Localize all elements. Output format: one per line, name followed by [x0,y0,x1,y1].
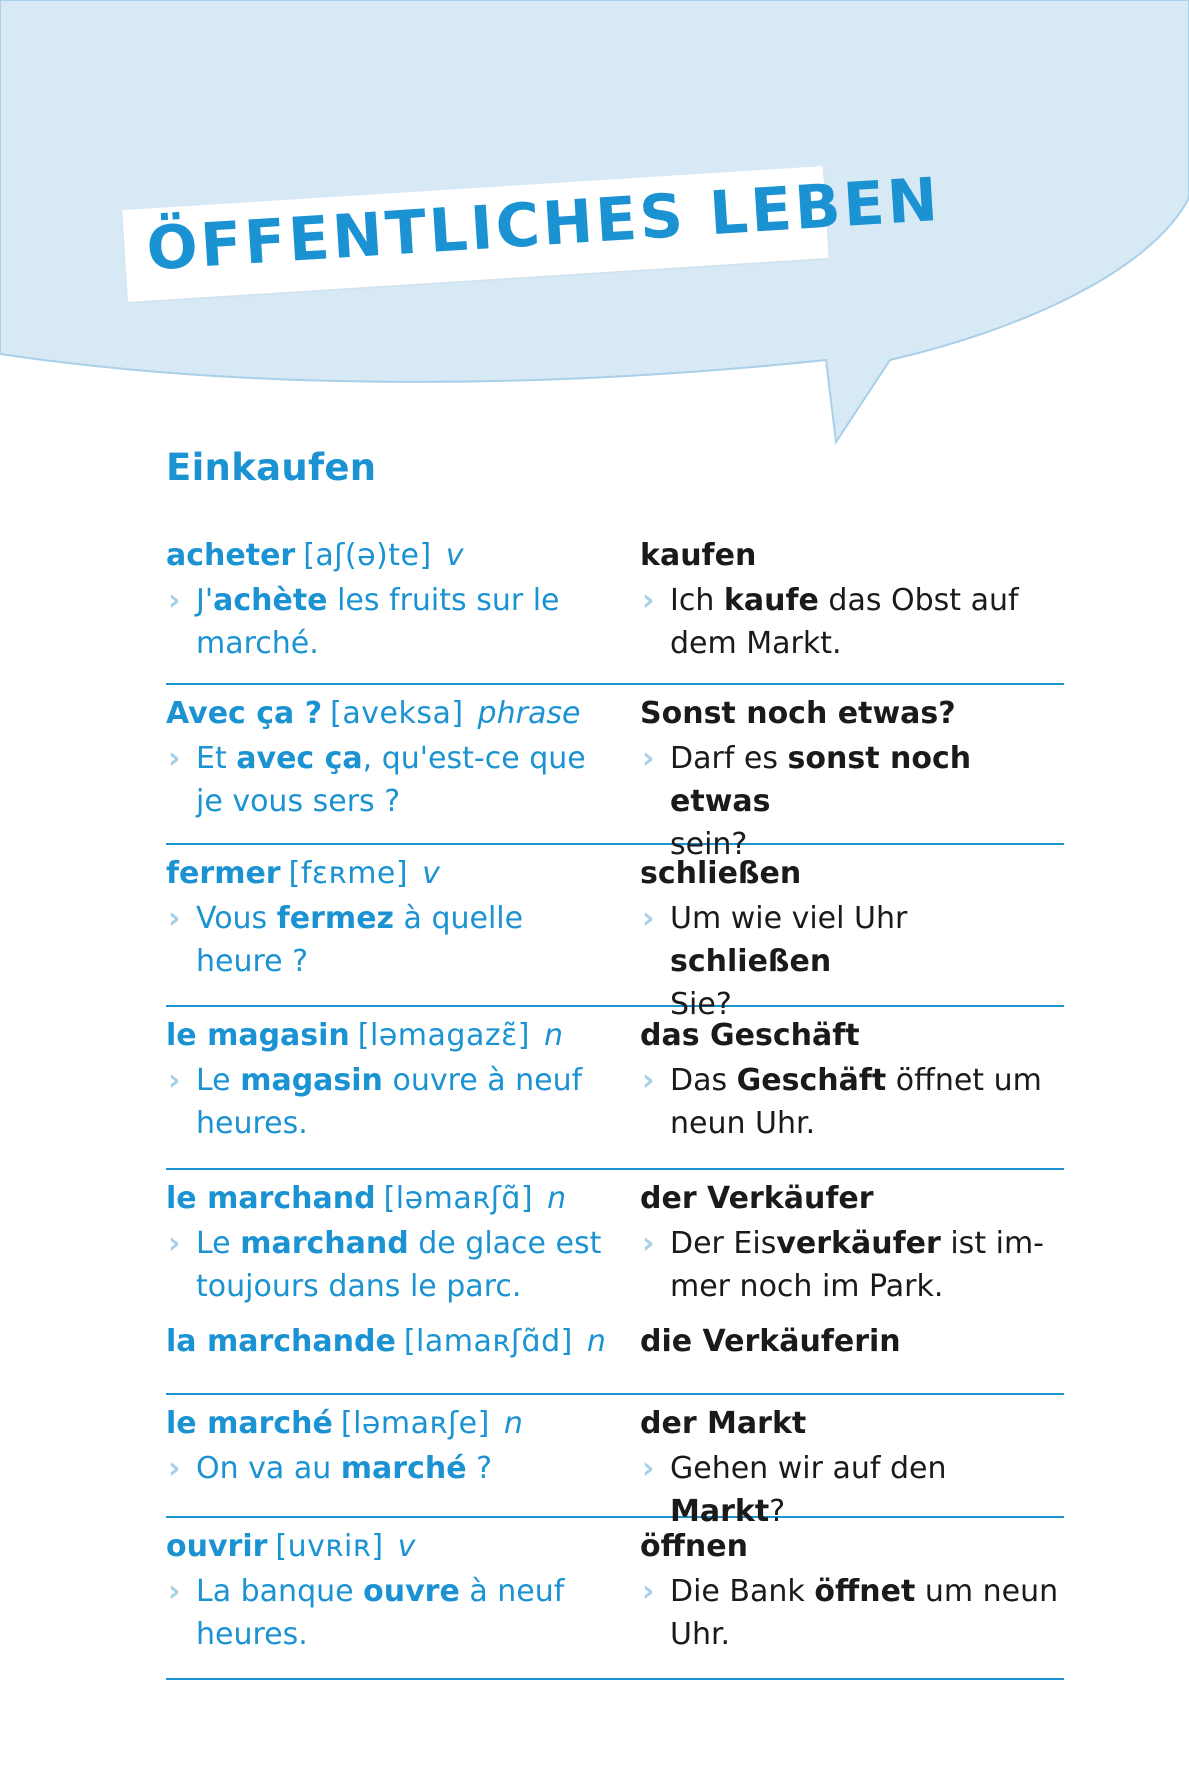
german-example: › Um wie viel Uhr schließen Sie? [640,897,1064,1026]
chevron-right-icon: › [168,901,181,936]
french-example: › Le magasin ouvre à neuf heures. [166,1059,640,1145]
german-headword: schließen [640,856,802,891]
pronunciation: [aʃ(ə)te] [303,538,432,573]
german-example: › Der Eisverkäufer ist im- mer noch im Park. [640,1222,1064,1308]
part-of-speech: n [586,1324,606,1359]
french-headword: le marchand [166,1181,376,1216]
chevron-right-icon: › [642,1063,655,1098]
pronunciation: [ləmaʀʃe] [340,1406,490,1441]
chevron-right-icon: › [642,901,655,936]
pronunciation: [fɛʀme] [288,856,409,891]
german-headword: kaufen [640,538,757,573]
vocab-entry-group [166,1170,1064,1395]
chevron-right-icon: › [642,583,655,618]
german-example: › Gehen wir auf den Markt? [640,1447,1064,1533]
chevron-right-icon: › [642,741,655,776]
pronunciation: [lamaʀʃɑ̃d] [403,1324,573,1359]
german-example: › Das Geschäft öffnet um neun Uhr. [640,1059,1064,1145]
chevron-right-icon: › [168,1063,181,1098]
french-example: › On va au marché ? [166,1447,640,1490]
german-column [640,1400,1064,1533]
french-column [166,1175,640,1308]
vocab-entry [166,1518,1064,1680]
french-headword: le marché [166,1406,333,1441]
french-column [166,1400,640,1533]
german-column [640,1012,1064,1145]
chevron-right-icon: › [642,1226,655,1261]
chevron-right-icon: › [168,741,181,776]
german-column [640,1523,1064,1656]
french-headword: acheter [166,538,296,573]
french-example: › Le marchand de glace est toujours dans le parc. [166,1222,640,1308]
french-example: › Et avec ça, qu'est-ce que je vous sers ? [166,737,640,823]
section-heading: Einkaufen [166,446,377,489]
vocabulary-list [166,532,1064,1680]
german-column [640,1175,1064,1308]
german-headword: der Markt [640,1406,807,1441]
chevron-right-icon: › [168,583,181,618]
vocab-entry [166,845,1064,1022]
chevron-right-icon: › [168,1574,181,1609]
french-column [166,532,640,665]
part-of-speech: n [503,1406,523,1441]
vocab-entry [166,1007,1064,1170]
chevron-right-icon: › [168,1226,181,1261]
part-of-speech: v [445,538,464,573]
german-column [640,850,1064,1026]
german-headword: öffnen [640,1529,748,1564]
french-headword: fermer [166,856,281,891]
german-example: › Darf es sonst noch etwas sein? [640,737,1064,866]
german-headword: der Verkäufer [640,1181,874,1216]
chevron-right-icon: › [168,1451,181,1486]
part-of-speech: v [422,856,440,891]
french-column [166,690,640,866]
french-column [166,1012,640,1145]
part-of-speech: n [544,1018,564,1053]
german-example: › Ich kaufe das Obst auf dem Markt. [640,579,1064,665]
french-example: › Vous fermez à quelle heure ? [166,897,640,983]
german-column [640,1318,1064,1365]
pronunciation: [ləmagazɛ̃] [357,1018,530,1053]
part-of-speech: n [547,1181,567,1216]
german-headword: Sonst noch etwas? [640,696,956,731]
german-headword: das Geschäft [640,1018,860,1053]
german-example: › Die Bank öffnet um neun Uhr. [640,1570,1064,1656]
french-example: › La banque ouvre à neuf heures. [166,1570,640,1656]
french-headword: Avec ça ? [166,696,323,731]
chevron-right-icon: › [642,1574,655,1609]
vocab-entry [166,1395,1064,1529]
french-headword: ouvrir [166,1529,268,1564]
vocab-entry [166,685,1064,862]
chapter-title: ÖFFENTLICHES LEBEN [144,164,943,285]
german-headword: die Verkäuferin [640,1324,901,1359]
french-column [166,1523,640,1656]
french-column [166,1318,640,1365]
french-column [166,850,640,1026]
vocab-entry [166,532,1064,685]
pronunciation: [ləmaʀʃɑ̃] [383,1181,534,1216]
french-headword: la marchande [166,1324,396,1359]
pronunciation: [uvʀiʀ] [275,1529,384,1564]
french-headword: le magasin [166,1018,350,1053]
pronunciation: [aveksa] [330,696,464,731]
french-example: › J'achète les fruits sur le marché. [166,579,640,665]
part-of-speech: phrase [477,696,581,731]
chevron-right-icon: › [642,1451,655,1486]
german-column [640,532,1064,665]
part-of-speech: v [397,1529,416,1564]
german-column [640,690,1064,866]
